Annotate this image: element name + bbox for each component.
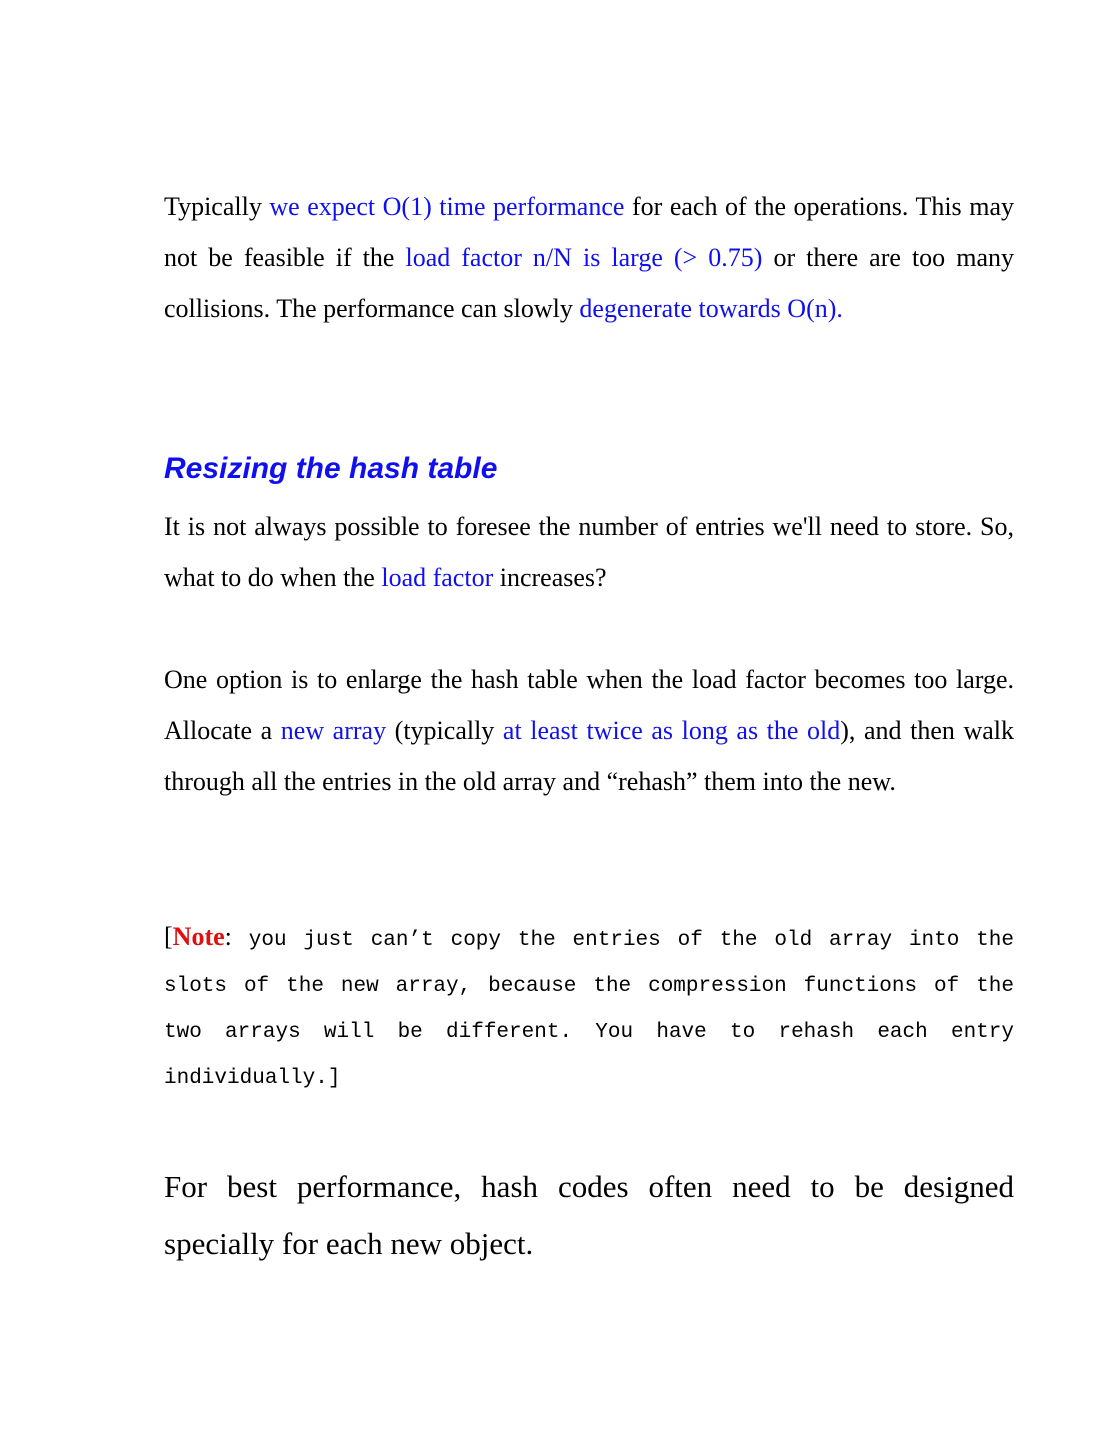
note-text: you just can’t copy the entries of the old array into the slots of the new array, because the compression functions of the two arrays will be different. You have to rehash each entry individually. — [164, 929, 1014, 1090]
highlight-text: load factor — [381, 563, 494, 592]
bracket: [ — [164, 922, 173, 951]
colon: : — [224, 922, 232, 951]
text: It is not always possible to foresee the number of entries we'll need to store. So, what to do when the — [164, 512, 1014, 592]
paragraph-conclusion: For best performance, hash codes often need to be designed specially for each new object. — [164, 1169, 1014, 1261]
text: for each of the operations. This may not be feasible if the — [164, 192, 1014, 272]
text: or there are too many collisions. The performance can slowly — [164, 243, 1014, 323]
highlight-text: load factor n/N is large (> 0.75) — [405, 243, 763, 272]
text: (typically — [386, 716, 503, 745]
highlight-text: new array — [280, 716, 387, 745]
highlight-text: at least twice as long as the old — [502, 716, 841, 745]
paragraph-resizing-intro — [164, 501, 1014, 603]
highlight-text: degenerate towards O(n). — [579, 294, 843, 323]
text: increases? — [493, 563, 607, 592]
text: ), and then walk through all the entries in the old array and “rehash” them into the new. — [164, 716, 1015, 796]
note-label: Note — [172, 922, 225, 951]
paragraph-load-factor — [164, 181, 1014, 334]
paragraph-enlarge-option — [164, 654, 1014, 807]
text: Typically — [164, 192, 270, 221]
note-block — [164, 914, 1014, 1102]
bracket: ] — [327, 1067, 341, 1090]
highlight-text: we expect O(1) time performance — [269, 192, 625, 221]
section-heading: Resizing the hash table — [164, 452, 498, 485]
text: One option is to enlarge the hash table when the load factor becomes too large. Allocate a — [164, 665, 1014, 745]
